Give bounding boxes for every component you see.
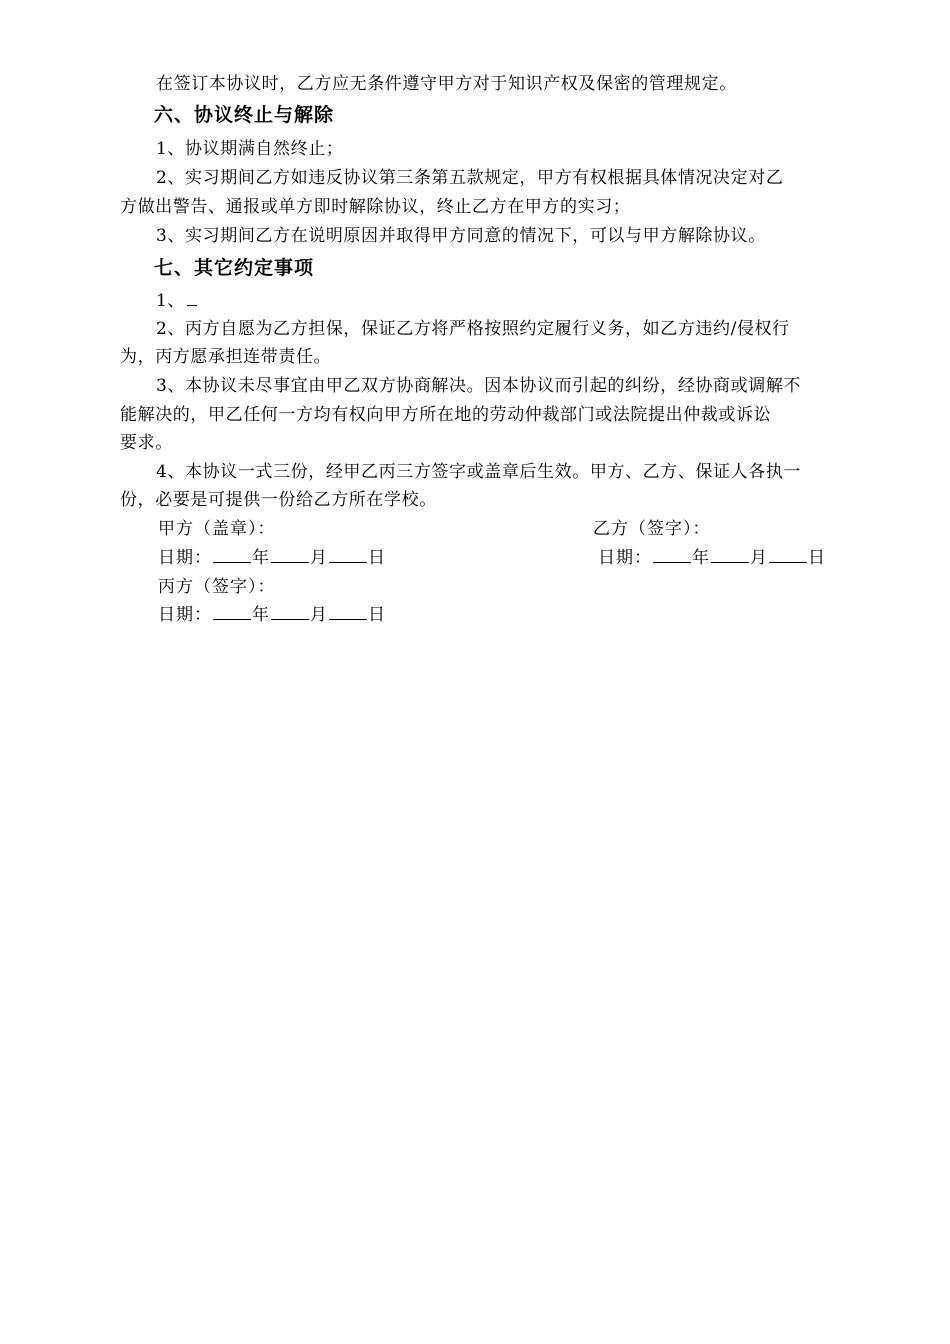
- year-blank: [653, 548, 691, 563]
- month-blank: [271, 605, 309, 620]
- section7-item2-line1: 2、丙方自愿为乙方担保，保证乙方将严格按照约定履行义务，如乙方违约/侵权行: [156, 319, 790, 339]
- section7-item4-line2: 份，必要是可提供一份给乙方所在学校。: [120, 490, 437, 510]
- section7-item2-line2: 为，丙方愿承担连带责任。: [120, 347, 332, 367]
- day-blank: [329, 605, 367, 620]
- section7-item3-line2: 能解决的，甲乙任何一方均有权向甲方所在地的劳动仲裁部门或法院提出仲裁或诉讼: [120, 405, 772, 425]
- section6-item2-line1: 2、实习期间乙方如违反协议第三条第五款规定，甲方有权根据具体情况决定对乙: [156, 168, 784, 188]
- section6-item3: 3、实习期间乙方在说明原因并取得甲方同意的情况下，可以与甲方解除协议。: [156, 226, 766, 246]
- section7-item1-label: 1、: [156, 291, 186, 311]
- day-label: 日: [368, 548, 386, 568]
- year-blank: [213, 605, 251, 620]
- section7-item1: [156, 287, 840, 316]
- month-label: 月: [310, 605, 328, 625]
- year-blank: [213, 548, 251, 563]
- year-label: 年: [692, 548, 710, 568]
- party-c-label: 丙方（签字）：: [158, 577, 276, 597]
- item1-blank-line: [187, 291, 197, 306]
- party-c-date: [158, 601, 386, 629]
- day-label: 日: [368, 605, 386, 625]
- party-a-label: 甲方（盖章）：: [158, 519, 276, 539]
- month-blank: [711, 548, 749, 563]
- day-blank: [769, 548, 807, 563]
- section6-item1: 1、协议期满自然终止；: [156, 139, 344, 159]
- section6-heading: 六、协议终止与解除: [154, 104, 335, 126]
- section7-heading: 七、其它约定事项: [154, 257, 315, 279]
- year-label: 年: [252, 548, 270, 568]
- date-label: 日期：: [158, 548, 212, 568]
- month-blank: [271, 548, 309, 563]
- year-label: 年: [252, 605, 270, 625]
- party-b-date: [598, 544, 826, 572]
- month-label: 月: [750, 548, 768, 568]
- day-blank: [329, 548, 367, 563]
- party-b-label: 乙方（签字）：: [593, 519, 711, 539]
- section7-item3-line1: 3、本协议未尽事宜由甲乙双方协商解决。因本协议而引起的纠纷，经协商或调解不: [156, 376, 802, 396]
- party-a-date: [158, 544, 386, 572]
- section6-item2-line2: 方做出警告、通报或单方即时解除协议，终止乙方在甲方的实习；: [120, 197, 631, 217]
- month-label: 月: [310, 548, 328, 568]
- section7-item4-line1: 4、本协议一式三份，经甲乙丙三方签字或盖章后生效。甲方、乙方、保证人各执一: [156, 462, 802, 482]
- day-label: 日: [808, 548, 826, 568]
- intro-paragraph: 在签订本协议时，乙方应无条件遵守甲方对于知识产权及保密的管理规定。: [156, 74, 737, 94]
- section7-item3-line3: 要求。: [120, 433, 173, 453]
- date-label: 日期：: [598, 548, 652, 568]
- date-label: 日期：: [158, 605, 212, 625]
